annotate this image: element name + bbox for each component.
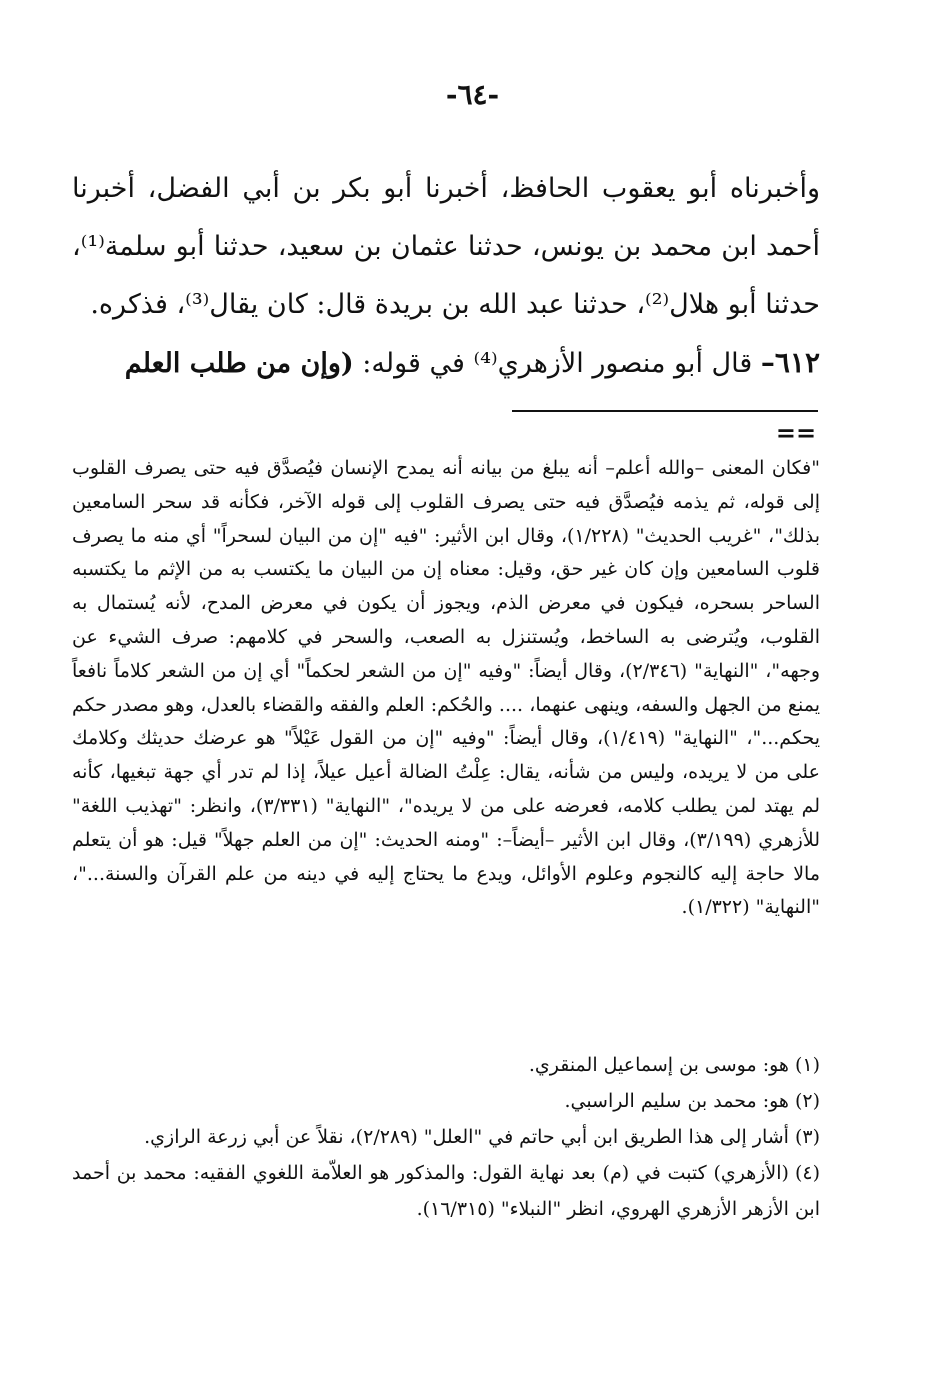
footnote-number: (٣) bbox=[794, 1126, 820, 1148]
footnote-number: (٤) bbox=[794, 1162, 820, 1184]
footnote-number: (١) bbox=[794, 1054, 820, 1076]
continuation-mark: == bbox=[775, 418, 817, 447]
footnote-continuation-text: "فكان المعنى –والله أعلم– أنه يبلغ من بيانه أنه يمدح الإنسان فيُصدَّق فيه حتى يصرف القلوب إلى قوله، ثم يذمه فيُصدَّق فيه حتى يصرف القلوب إلى قوله الآخر، فكأنه قد سحر السامعين بذلك"، "غريب الحديث" (١/٢٢٨)، وقال ابن الأثير: "فيه "إن من البيان لسحراً" أي منه ما يصرف قلوب السامعين وإن كان غير حق، وقيل: معناه إن من البيان ما يكتسب به من الإثم ما يكتسبه الساحر بسحره، فيكون في معرض الذم، ويجوز أن يكون في معرض المدح، لأنه يُستمال به القلوب، ويُترضى به الساخط، ويُستنزل به الصعب، والسحر في كلامهم: صرف الشيء عن وجهه"، "النهاية" (٢/٣٤٦)، وقال أيضاً: "وفيه "إن من الشعر لحكماً" أي إن من الشعر كلاماً نافعاً يمنع من الجهل والسفه، وينهى عنهما، .... والحُكم: العلم والفقه والقضاء بالعدل، وهو مصدر حكم يحكم..."، "النهاية" (١/٤١٩)، وقال أيضاً: "وفيه "إن من القول عَيْلاً" هو عرضك حديثك وكلامك على من لا يريده، وليس من شأنه، يقال: عِلْتُ الضالة أعيل عيلاً، إذا لم تدر أي جهة تبغيها، كأنه لم يهتد لمن يطلب كلامه، فعرضه على من لا يريده"، "النهاية" (٣/٣٣١)، وانظر: "تهذيب اللغة" للأزهري (٣/١٩٩)، وقال ابن الأثير –أيضاً–: "ومنه الحديث: "إن من العلم جهلاً" قيل: هو أن يتعلم مالا حاجة إليه كالنجوم وعلوم الأوائل، ويدع ما يحتاج إليه في دينه من علم القرآن والسنة..."، "النهاية" (١/٣٢٢). bbox=[72, 457, 821, 919]
footnotes-list bbox=[72, 1047, 820, 1227]
entry-number: ٦١٢– bbox=[760, 346, 820, 379]
isnad-paragraph: وأخبرناه أبو يعقوب الحافظ، أخبرنا أبو بكر بن أبي الفضل، أخبرنا أحمد ابن محمد بن يونس، حدثنا عثمان بن سعيد، حدثنا أبو سلمة⁽¹⁾، حدثنا أبو هلال⁽²⁾، حدثنا عبد الله بن بريدة قال: كان يقال⁽³⁾، فذكره. bbox=[72, 173, 820, 320]
entry-quote: (وإن من طلب العلم bbox=[124, 348, 354, 379]
page-number: -٦٤- bbox=[445, 78, 500, 111]
entry-text: قال أبو منصور الأزهري⁽⁴⁾ في قوله: bbox=[353, 348, 761, 379]
footnote-separator bbox=[512, 410, 818, 412]
footnote-2 bbox=[72, 1083, 820, 1119]
entry-paragraph bbox=[72, 334, 820, 393]
footnote-text: أشار إلى هذا الطريق ابن أبي حاتم في "العلل" (٢/٢٨٩)، نقلاً عن أبي زرعة الرازي. bbox=[144, 1126, 789, 1148]
footnote-1 bbox=[72, 1047, 820, 1083]
footnote-text: (الأزهري) كتبت في (م) بعد نهاية القول: والمذكور هو العلاّمة اللغوي الفقيه: محمد بن أحمد ابن الأزهر الأزهري الهروي، انظر "النبلاء" (١٦/٣١٥). bbox=[72, 1162, 820, 1220]
footnote-text: هو: محمد بن سليم الراسبي. bbox=[564, 1090, 789, 1112]
footnote-text: هو: موسى بن إسماعيل المنقري. bbox=[528, 1054, 789, 1076]
footnote-4 bbox=[72, 1155, 820, 1227]
footnote-continuation bbox=[72, 452, 820, 925]
footnote-number: (٢) bbox=[794, 1090, 820, 1112]
main-text bbox=[72, 160, 820, 393]
footnote-3 bbox=[72, 1119, 820, 1155]
